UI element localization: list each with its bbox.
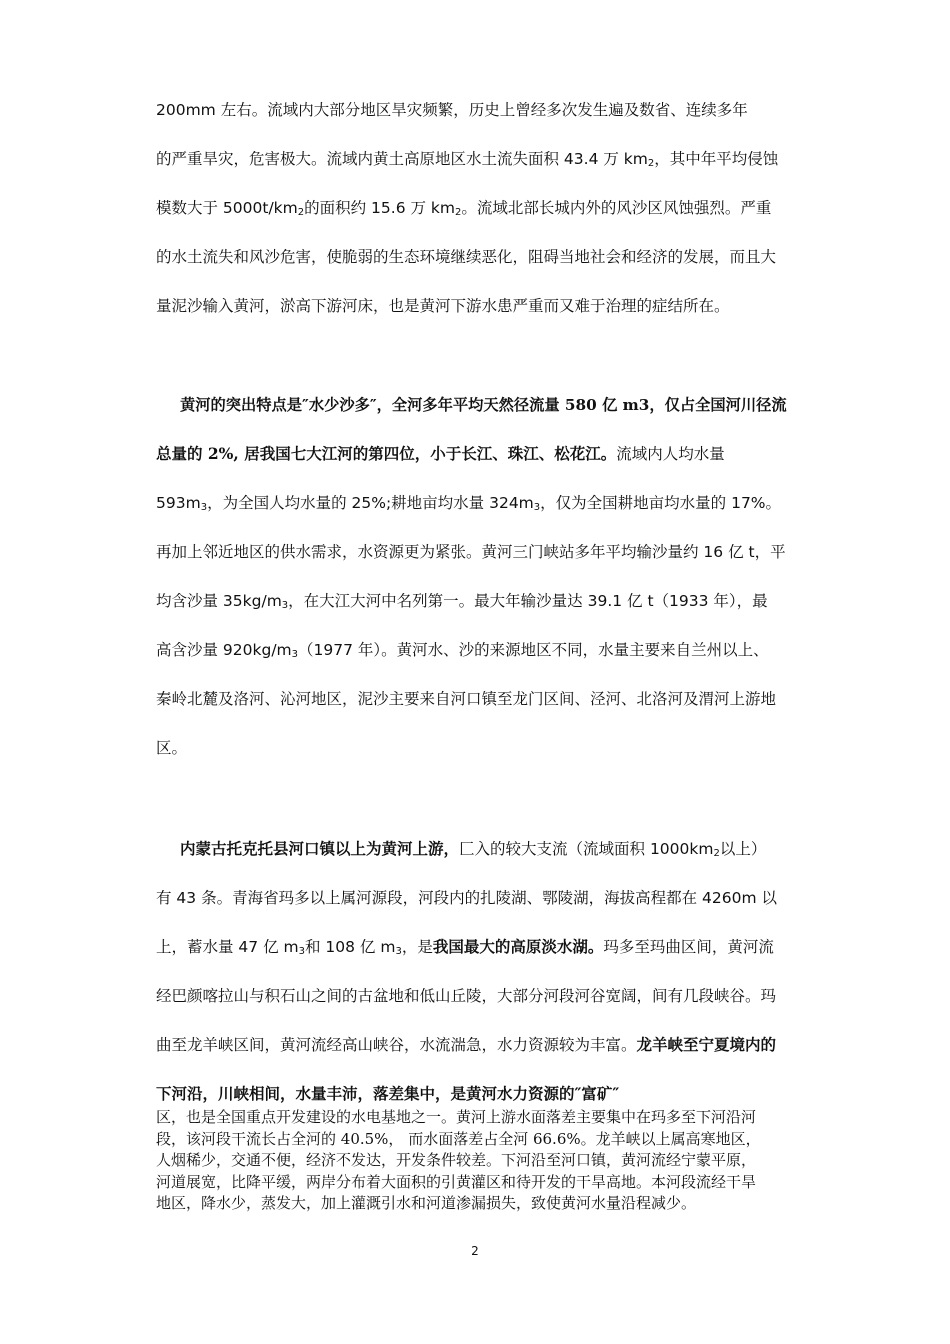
- subscript: 3: [298, 946, 305, 957]
- paragraph-1-line-4: [156, 246, 796, 268]
- paragraph-1-line-5: [156, 295, 796, 317]
- text: 200mm 左右。流域内大部分地区旱灾频繁，历史上曾经多次发生遍及数省、连续多年: [156, 101, 748, 119]
- text: ，仅为全国耕地亩均水量的 17%。: [540, 494, 782, 512]
- text: 上，蓄水量 47 亿 m: [156, 938, 299, 956]
- paragraph-2-line-1: [180, 394, 796, 416]
- text: 黄河的突出特点是″水少沙多″，全河多年平均天然径流量 580 亿 m3，仅占全国河川径流: [180, 396, 787, 414]
- text: 的面积约 15.6 万 km: [304, 199, 455, 217]
- paragraph-2-line-7: [156, 688, 796, 710]
- bold-text: 内蒙古托克托县河口镇以上为黄河上游，: [180, 839, 460, 858]
- paragraph-1-line-1: [156, 99, 796, 121]
- paragraph-1-line-3: [156, 197, 796, 224]
- paragraph-2-line-3: [156, 492, 796, 519]
- subscript: 3: [395, 946, 402, 957]
- paragraph-3-line-2: [156, 887, 796, 909]
- text-line: 人烟稀少，交通不便，经济不发达，开发条件较差。下河沿至河口镇，黄河流经宁蒙平原，: [156, 1151, 757, 1169]
- paragraph-3-line-6: [156, 1083, 796, 1105]
- paragraph-2-line-6: [156, 639, 796, 666]
- text: 以上）: [719, 840, 767, 858]
- subscript: 3: [291, 649, 299, 660]
- text: 高含沙量 920kg/m: [156, 641, 292, 659]
- subscript: 2: [297, 207, 305, 218]
- paragraph-2-line-8: [156, 737, 796, 759]
- text: ，在大江大河中名列第一。最大年输沙量达 39.1 亿 t（1933 年），最: [288, 592, 768, 610]
- paragraph-2-line-2: [156, 443, 796, 465]
- text: 经巴颜喀拉山与积石山之间的古盆地和低山丘陵，大部分河段河谷宽阔，间有几段峡谷。玛: [156, 987, 777, 1005]
- bold-text: 下河沿，川峡相间，水量丰沛，落差集中，是黄河水力资源的″富矿″: [156, 1084, 620, 1103]
- text: 的严重旱灾，危害极大。流域内黄土高原地区水土流失面积 43.4 万 km: [156, 150, 648, 168]
- text-line: 段，该河段干流长占全河的 40.5%， 而水面落差占全河 66.6%。龙羊峡以上属高寒地区，: [156, 1129, 761, 1148]
- text: 秦岭北麓及洛河、沁河地区，泥沙主要来自河口镇至龙门区间、泾河、北洛河及渭河上游地: [156, 690, 777, 708]
- subscript: 2: [713, 848, 720, 859]
- text: 593m: [156, 494, 201, 512]
- paragraph-3-compact-block: [156, 1107, 796, 1215]
- text: 的水土流失和风沙危害，使脆弱的生态环境继续恶化，阻碍当地社会和经济的发展，而且大: [156, 248, 777, 266]
- paragraph-3-line-4: [156, 985, 796, 1007]
- paragraph-3-line-5: [156, 1034, 796, 1056]
- subscript: 3: [200, 502, 208, 513]
- bold-text: 总量的 2%, 居我国七大江河的第四位，小于长江、珠江、松花江。: [156, 444, 617, 463]
- text-line: 区，也是全国重点开发建设的水电基地之一。黄河上游水面落差主要集中在玛多至下河沿河: [156, 1108, 757, 1126]
- text-line: 河道展宽，比降平缓，两岸分布着大面积的引黄灌区和待开发的干旱高地。本河段流经干旱: [156, 1172, 757, 1191]
- subscript: 2: [455, 207, 462, 218]
- paragraph-1-line-2: [156, 148, 796, 175]
- text: ，其中年平均侵蚀: [654, 150, 779, 168]
- text: 曲至龙羊峡区间，黄河流经高山峡谷，水流湍急，水力资源较为丰富。: [156, 1036, 637, 1054]
- paragraph-3-line-1: [180, 838, 796, 865]
- text: 模数大于 5000t/km: [156, 199, 298, 217]
- text: 匚入的较大支流（流域面积 1000km: [459, 840, 714, 858]
- subscript: 3: [281, 600, 289, 611]
- text: 有 43 条。青海省玛多以上属河源段，河段内的扎陵湖、鄂陵湖，海拔高程都在 4260m 以: [156, 889, 777, 907]
- text: 流域内人均水量: [616, 445, 725, 463]
- page-number: 2: [471, 1244, 479, 1258]
- text: （1977 年）。黄河水、沙的来源地区不同，水量主要来自兰州以上、: [298, 641, 769, 659]
- text: 量泥沙输入黄河，淤高下游河床，也是黄河下游水患严重而又难于治理的症结所在。: [156, 297, 730, 315]
- bold-text: 我国最大的高原淡水湖。: [432, 937, 604, 956]
- text: ，为全国人均水量的 25%;耕地亩均水量 324m: [207, 494, 534, 512]
- text: 玛多至玛曲区间，黄河流: [603, 938, 774, 956]
- paragraph-2-line-4: [156, 541, 796, 563]
- text: 均含沙量 35kg/m: [156, 592, 282, 610]
- text: 区。: [156, 739, 188, 757]
- text-line: 地区，降水少，蒸发大，加上灌溉引水和河道渗漏损失，致使黄河水量沿程减少。: [156, 1194, 697, 1212]
- text: ，是: [401, 938, 433, 956]
- paragraph-2-line-5: [156, 590, 796, 617]
- paragraph-3-line-3: [156, 936, 796, 963]
- text: 再加上邻近地区的供水需求，水资源更为紧张。黄河三门峡站多年平均输沙量约 16 亿 t，平: [156, 543, 786, 561]
- text: 。流域北部长城内外的风沙区风蚀强烈。严重: [461, 199, 772, 217]
- subscript: 2: [647, 158, 655, 169]
- subscript: 3: [533, 502, 541, 513]
- text: 和 108 亿 m: [304, 938, 396, 956]
- bold-text: 龙羊峡至宁夏境内的: [636, 1035, 777, 1054]
